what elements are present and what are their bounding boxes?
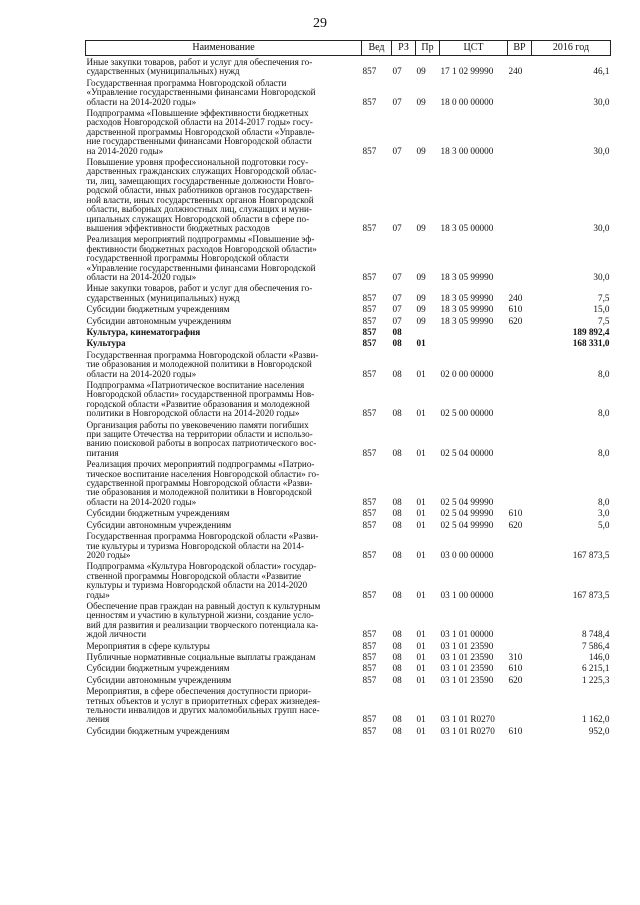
table-row bbox=[86, 56, 611, 77]
row-vr bbox=[508, 233, 532, 282]
row-rz: 08 bbox=[392, 549, 402, 560]
row-vr: 610 bbox=[508, 508, 523, 519]
row-name: Иные закупки товаров, работ и услуг для обеспечения го- сударственных (муниципальных) нужд bbox=[86, 283, 313, 303]
table-header-row bbox=[86, 41, 611, 56]
row-vr: 620 bbox=[508, 674, 523, 685]
row-ved: 857 bbox=[362, 651, 377, 662]
row-cst: 18 3 05 99990 bbox=[440, 315, 494, 326]
row-rz: 08 bbox=[392, 714, 402, 725]
row-amount: 30,0 bbox=[593, 96, 610, 107]
row-rz: 08 bbox=[392, 629, 402, 640]
table-row bbox=[86, 530, 611, 560]
row-name: Мероприятия, в сфере обеспечения доступности приори- тетных объектов и услуг в приоритетных сферах жизнедея- тельности инвалидов и других маломобильных групп насе- ления bbox=[86, 686, 320, 725]
row-cst: 03 1 01 23590 bbox=[440, 640, 494, 651]
row-cst: 02 5 04 99990 bbox=[440, 519, 494, 530]
table-row bbox=[86, 107, 611, 156]
row-pr: 01 bbox=[416, 496, 426, 507]
row-cst: 03 1 01 23590 bbox=[440, 674, 494, 685]
row-amount: 30,0 bbox=[593, 222, 610, 233]
row-cst: 18 3 05 99990 bbox=[440, 304, 494, 315]
row-ved: 857 bbox=[362, 629, 377, 640]
column-header-name: Наименование bbox=[86, 41, 362, 56]
row-vr bbox=[508, 326, 532, 337]
row-amount: 167 873,5 bbox=[572, 589, 610, 600]
row-pr: 09 bbox=[416, 271, 426, 282]
row-pr: 09 bbox=[416, 222, 426, 233]
row-rz: 08 bbox=[392, 326, 402, 337]
row-vr: 610 bbox=[508, 663, 523, 674]
row-ved: 857 bbox=[362, 271, 377, 282]
row-pr: 01 bbox=[416, 640, 426, 651]
row-amount: 30,0 bbox=[593, 271, 610, 282]
row-pr: 01 bbox=[416, 549, 426, 560]
row-ved: 857 bbox=[362, 338, 377, 349]
row-rz: 08 bbox=[392, 408, 402, 419]
row-pr: 01 bbox=[416, 338, 426, 349]
row-cst: 03 1 01 R0270 bbox=[440, 725, 495, 736]
table-row bbox=[86, 419, 611, 459]
row-cst: 03 1 01 23590 bbox=[440, 651, 494, 662]
row-vr bbox=[508, 379, 532, 419]
row-name: Государственная программа Новгородской области «Управление государственными финансами Новгородской области на 2014-2020 годы» bbox=[86, 77, 316, 107]
row-rz: 08 bbox=[392, 447, 402, 458]
row-amount: 168 331,0 bbox=[572, 338, 610, 349]
row-vr bbox=[508, 77, 532, 107]
row-pr: 09 bbox=[416, 304, 426, 315]
row-pr: 01 bbox=[416, 629, 426, 640]
row-vr: 610 bbox=[508, 725, 523, 736]
row-amount: 189 892,4 bbox=[572, 326, 610, 337]
row-amount: 167 873,5 bbox=[572, 549, 610, 560]
row-pr: 01 bbox=[416, 674, 426, 685]
row-name: Государственная программа Новгородской области «Разви- тие культуры и туризма Новгородской области на 2014- 2020 годы» bbox=[86, 531, 319, 560]
row-name: Субсидии бюджетным учреждениям bbox=[86, 725, 230, 736]
row-rz: 07 bbox=[392, 96, 402, 107]
row-pr: 09 bbox=[416, 66, 426, 77]
row-ved: 857 bbox=[362, 304, 377, 315]
row-cst: 03 1 00 00000 bbox=[440, 589, 494, 600]
row-rz: 07 bbox=[392, 145, 402, 156]
column-header-vr: ВР bbox=[508, 41, 532, 56]
row-rz: 08 bbox=[392, 519, 402, 530]
row-amount: 3,0 bbox=[598, 508, 610, 519]
row-cst: 18 3 05 99990 bbox=[440, 292, 494, 303]
row-pr: 01 bbox=[416, 447, 426, 458]
row-name: Иные закупки товаров, работ и услуг для обеспечения го- сударственных (муниципальных) нужд bbox=[86, 57, 313, 77]
table-row bbox=[86, 282, 611, 303]
row-name: Публичные нормативные социальные выплаты гражданам bbox=[86, 651, 316, 662]
row-amount: 1 162,0 bbox=[581, 714, 610, 725]
row-pr: 01 bbox=[416, 408, 426, 419]
row-rz: 07 bbox=[392, 271, 402, 282]
column-header-cst: ЦСТ bbox=[440, 41, 508, 56]
row-pr bbox=[416, 326, 440, 337]
table-row bbox=[86, 560, 611, 600]
row-cst: 18 3 00 00000 bbox=[440, 145, 494, 156]
row-amount: 1 225,3 bbox=[581, 674, 610, 685]
row-cst: 17 1 02 99990 bbox=[440, 66, 494, 77]
row-pr: 09 bbox=[416, 145, 426, 156]
row-vr bbox=[508, 337, 532, 348]
row-cst bbox=[440, 337, 508, 348]
row-name: Субсидии автономным учреждениям bbox=[86, 315, 232, 326]
row-name: Культура bbox=[86, 338, 126, 349]
row-name: Подпрограмма «Повышение эффективности бюджетных расходов Новгородской области на 2014-2017 годы» госу- дарственной программы Новгородской области «Управле- ние государственными финансами Новгородской области на 2014-2020 годы» bbox=[86, 108, 315, 156]
row-rz: 07 bbox=[392, 292, 402, 303]
row-ved: 857 bbox=[362, 714, 377, 725]
row-vr bbox=[508, 640, 532, 651]
row-amount: 7,5 bbox=[598, 292, 610, 303]
row-amount: 952,0 bbox=[588, 725, 610, 736]
row-name: Субсидии бюджетным учреждениям bbox=[86, 508, 230, 519]
row-rz: 08 bbox=[392, 368, 402, 379]
table-row bbox=[86, 458, 611, 507]
table-row bbox=[86, 674, 611, 685]
row-amount: 30,0 bbox=[593, 145, 610, 156]
row-amount: 6 215,1 bbox=[581, 663, 610, 674]
row-ved: 857 bbox=[362, 508, 377, 519]
row-pr: 01 bbox=[416, 714, 426, 725]
column-header-pr: Пр bbox=[416, 41, 440, 56]
column-header-rz: РЗ bbox=[392, 41, 416, 56]
table-row bbox=[86, 725, 611, 736]
row-cst: 02 0 00 00000 bbox=[440, 368, 494, 379]
row-vr: 240 bbox=[508, 66, 523, 77]
row-ved: 857 bbox=[362, 222, 377, 233]
row-amount: 15,0 bbox=[593, 304, 610, 315]
row-ved: 857 bbox=[362, 725, 377, 736]
row-vr: 240 bbox=[508, 292, 523, 303]
row-name: Организация работы по увековечению памяти погибших при защите Отечества на территории области и использо- ванию поисковой работы в вопросах патриотического вос- питания bbox=[86, 419, 317, 458]
row-pr: 09 bbox=[416, 96, 426, 107]
row-pr: 01 bbox=[416, 663, 426, 674]
row-vr bbox=[508, 107, 532, 156]
row-cst: 18 3 05 00000 bbox=[440, 222, 494, 233]
row-name: Государственная программа Новгородской области «Разви- тие образования и молодежной политики в Новгородской области на 2014-2020 годы» bbox=[86, 349, 319, 379]
table-row bbox=[86, 77, 611, 107]
row-name: Подпрограмма «Патриотическое воспитание населения Новгородской области» государственной программы Нов- городской области «Развитие образования и молодежной политики в Новгородской области на 2014-2020 годы» bbox=[86, 380, 315, 419]
table-row bbox=[86, 379, 611, 419]
row-rz: 08 bbox=[392, 674, 402, 685]
table-row bbox=[86, 315, 611, 326]
row-rz: 08 bbox=[392, 640, 402, 651]
row-rz: 08 bbox=[392, 508, 402, 519]
row-vr bbox=[508, 458, 532, 507]
row-name: Культура, кинематография bbox=[86, 326, 201, 337]
row-vr: 620 bbox=[508, 315, 523, 326]
row-amount: 7,5 bbox=[598, 315, 610, 326]
row-rz: 08 bbox=[392, 651, 402, 662]
row-ved: 857 bbox=[362, 589, 377, 600]
row-rz: 08 bbox=[392, 663, 402, 674]
table-row bbox=[86, 337, 611, 348]
row-ved: 857 bbox=[362, 145, 377, 156]
row-pr: 01 bbox=[416, 725, 426, 736]
row-vr bbox=[508, 349, 532, 379]
row-cst bbox=[440, 326, 508, 337]
row-name: Субсидии автономным учреждениям bbox=[86, 674, 232, 685]
row-name: Реализация мероприятий подпрограммы «Повышение эф- фективности бюджетных расходов Новгородской области» государственной программы Новгородской области «Управление государственными финансами Новгородской области на 2014-2020 годы» bbox=[86, 234, 317, 282]
row-vr: 620 bbox=[508, 519, 523, 530]
row-rz: 08 bbox=[392, 338, 402, 349]
row-name: Обеспечение прав граждан на равный доступ к культурным ценностям и участию в культурной жизни, создание усло- вий для развития и реализации творческого потенциала ка- ждой личности bbox=[86, 600, 321, 640]
table-row bbox=[86, 640, 611, 651]
row-ved: 857 bbox=[362, 315, 377, 326]
row-name: Реализация прочих мероприятий подпрограммы «Патрио- тическое воспитание населения Новгородской области» го- сударственной программы Новгородской области «Разви- тие образования и молодежной политики в Новгородской области на 2014-2020 годы» bbox=[86, 459, 320, 507]
row-rz: 07 bbox=[392, 315, 402, 326]
row-amount: 5,0 bbox=[598, 519, 610, 530]
row-rz: 07 bbox=[392, 304, 402, 315]
row-amount: 146,0 bbox=[588, 651, 610, 662]
row-ved: 857 bbox=[362, 496, 377, 507]
row-ved: 857 bbox=[362, 96, 377, 107]
row-amount: 8,0 bbox=[598, 447, 610, 458]
row-amount: 7 586,4 bbox=[581, 640, 610, 651]
row-pr: 01 bbox=[416, 589, 426, 600]
row-vr bbox=[508, 530, 532, 560]
row-amount: 46,1 bbox=[593, 66, 610, 77]
row-ved: 857 bbox=[362, 66, 377, 77]
row-cst: 18 0 00 00000 bbox=[440, 96, 494, 107]
row-rz: 07 bbox=[392, 222, 402, 233]
table-row bbox=[86, 662, 611, 673]
row-amount: 8 748,4 bbox=[581, 629, 610, 640]
row-rz: 07 bbox=[392, 66, 402, 77]
row-rz: 08 bbox=[392, 589, 402, 600]
row-cst: 02 5 04 00000 bbox=[440, 447, 494, 458]
row-pr: 01 bbox=[416, 519, 426, 530]
row-name: Мероприятия в сфере культуры bbox=[86, 640, 210, 651]
page-number: 29 bbox=[313, 16, 327, 31]
row-amount: 8,0 bbox=[598, 408, 610, 419]
table-row bbox=[86, 303, 611, 314]
table-row bbox=[86, 349, 611, 379]
row-rz: 08 bbox=[392, 496, 402, 507]
row-pr: 01 bbox=[416, 368, 426, 379]
table-row bbox=[86, 326, 611, 337]
row-name: Субсидии бюджетным учреждениям bbox=[86, 304, 230, 315]
row-amount: 8,0 bbox=[598, 368, 610, 379]
row-ved: 857 bbox=[362, 549, 377, 560]
row-rz: 08 bbox=[392, 725, 402, 736]
row-name: Подпрограмма «Культура Новгородской области» государ- ственной программы Новгородской области «Развитие культуры и туризма Новгородской области на 2014-2020 годы» bbox=[86, 561, 317, 600]
row-pr: 01 bbox=[416, 508, 426, 519]
budget-table bbox=[85, 40, 611, 736]
table-row bbox=[86, 519, 611, 530]
table-row bbox=[86, 651, 611, 662]
row-cst: 02 5 04 99990 bbox=[440, 508, 494, 519]
row-ved: 857 bbox=[362, 519, 377, 530]
row-vr bbox=[508, 156, 532, 233]
row-vr: 310 bbox=[508, 651, 523, 662]
row-cst: 02 5 00 00000 bbox=[440, 408, 494, 419]
row-amount: 8,0 bbox=[598, 496, 610, 507]
row-name: Повышение уровня профессиональной подготовки госу- дарственных гражданских служащих Новгородской облас- ти, лиц, замещающих государственные должности Новго- родской области, иных работников органов государствен- ной власти, иных государственных органов Новгородской области, выборных должностных лиц, служащих и муни- ципальных служащих Новгородской области в сфере по- вышения эффективности бюджетных расходов bbox=[86, 157, 317, 233]
row-pr: 09 bbox=[416, 292, 426, 303]
row-ved: 857 bbox=[362, 447, 377, 458]
row-vr bbox=[508, 685, 532, 725]
table-row bbox=[86, 685, 611, 725]
row-name: Субсидии бюджетным учреждениям bbox=[86, 663, 230, 674]
row-pr: 01 bbox=[416, 651, 426, 662]
row-ved: 857 bbox=[362, 640, 377, 651]
table-row bbox=[86, 600, 611, 640]
row-cst: 03 1 01 23590 bbox=[440, 663, 494, 674]
row-ved: 857 bbox=[362, 663, 377, 674]
table-row bbox=[86, 233, 611, 282]
row-name: Субсидии автономным учреждениям bbox=[86, 519, 232, 530]
table-row bbox=[86, 156, 611, 233]
row-cst: 03 1 01 00000 bbox=[440, 629, 494, 640]
row-cst: 03 1 01 R0270 bbox=[440, 714, 495, 725]
column-header-ved: Вед bbox=[362, 41, 392, 56]
row-vr bbox=[508, 560, 532, 600]
row-pr: 09 bbox=[416, 315, 426, 326]
row-ved: 857 bbox=[362, 368, 377, 379]
row-vr bbox=[508, 419, 532, 459]
column-header-year: 2016 год bbox=[532, 41, 611, 56]
row-cst: 02 5 04 99990 bbox=[440, 496, 494, 507]
row-ved: 857 bbox=[362, 292, 377, 303]
row-ved: 857 bbox=[362, 408, 377, 419]
row-cst: 18 3 05 99990 bbox=[440, 271, 494, 282]
row-cst: 03 0 00 00000 bbox=[440, 549, 494, 560]
row-vr: 610 bbox=[508, 304, 523, 315]
row-vr bbox=[508, 600, 532, 640]
row-ved: 857 bbox=[362, 326, 377, 337]
table-row bbox=[86, 507, 611, 518]
row-ved: 857 bbox=[362, 674, 377, 685]
